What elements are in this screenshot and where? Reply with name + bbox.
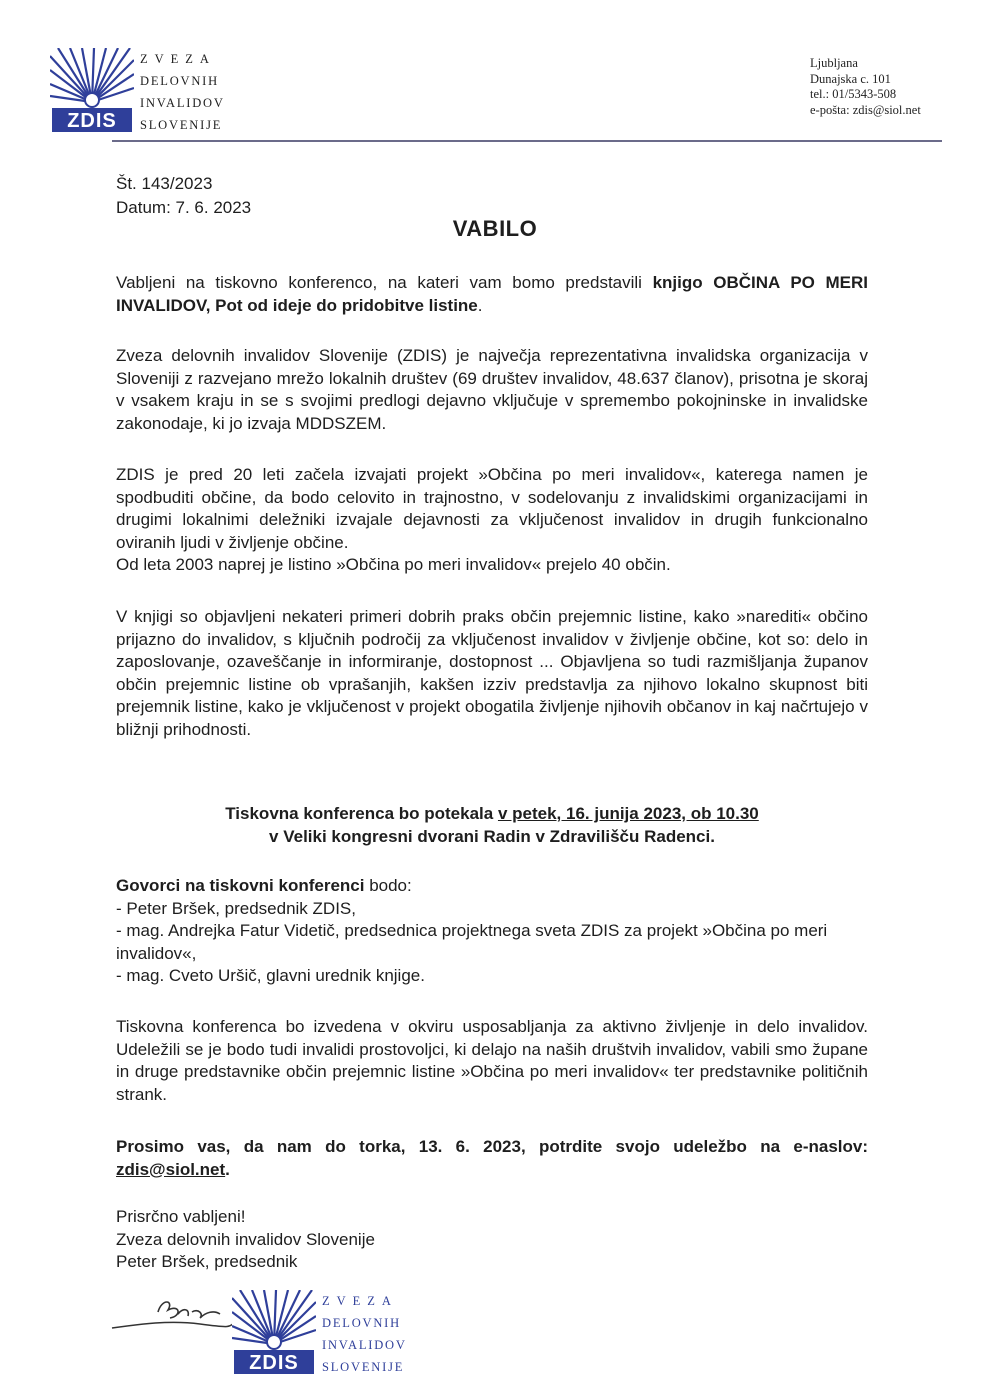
- paragraph-book: V knjigi so objavljeni nekateri primeri dobrih praks občin prejemnic listine, kako »narediti« občino prijazno do invalidov, s ključnih področij za vključenost invalidov v življenje občine, kot so: delo in zaposlovanje, ozaveščanje in informiranje, dostopnost ... Objavljena so tudi razmišljanja županov občin prejemnic listine ob vprašanjih, kakšen izziv predstavlja za njihovo lokalno skupnost biti prejemnik listine, kako je vključenost v projekt obogatila življenje njihovih občanov in kaj načrtujejo v bližnji prihodnosti.: [116, 607, 868, 739]
- event-line-1: [116, 802, 868, 825]
- rsvp-text: Prosimo vas, da nam do torka, 13. 6. 2023, potrdite svojo udeležbo na e-naslov:: [116, 1137, 868, 1156]
- stamp-word-3: INVALIDOV: [322, 1338, 407, 1352]
- address-email: e-pošta: zdis@siol.net: [810, 102, 921, 117]
- closing-signatory: Peter Bršek, predsednik: [116, 1252, 298, 1272]
- logo-word-1: ZVEZA: [140, 52, 216, 66]
- header-divider: [112, 140, 942, 142]
- speaker-item: - mag. Andrejka Fatur Videtič, predsednica projektnega sveta ZDIS za projekt »Občina po meri invalidov«,: [116, 921, 828, 963]
- address-city: Ljubljana: [810, 56, 858, 70]
- header-logo: [50, 48, 270, 140]
- stamp-wordmark: [322, 1290, 407, 1378]
- stamp-word-2: DELOVNIH: [322, 1316, 401, 1330]
- closing-organization: Zveza delovnih invalidov Slovenije: [116, 1229, 375, 1249]
- document-date: Datum: 7. 6. 2023: [116, 198, 252, 217]
- intro-paragraph: [116, 272, 868, 317]
- paragraph-project: [116, 464, 868, 577]
- speakers-list: [116, 875, 868, 988]
- handwritten-signature: [110, 1290, 240, 1340]
- logo-word-4: SLOVENIJE: [140, 118, 223, 132]
- speaker-item: - mag. Cveto Uršič, glavni urednik knjige.: [116, 966, 425, 986]
- event-info: [116, 802, 868, 848]
- event-date: v petek, 16. junija 2023, ob 10.30: [497, 804, 759, 823]
- closing-greeting: Prisrčno vabljeni!: [116, 1207, 246, 1226]
- stamp-initials: ZDIS: [249, 1352, 299, 1374]
- rsvp-end: .: [225, 1159, 230, 1179]
- rsvp-paragraph: [116, 1136, 868, 1181]
- stamp-word-1: ZVEZA: [322, 1294, 398, 1308]
- address-street: Dunajska c. 101: [810, 71, 891, 86]
- stamp-word-4: SLOVENIJE: [322, 1360, 405, 1374]
- reference-block: [116, 172, 251, 220]
- stamp-logo: [232, 1290, 432, 1390]
- paragraph-project-text: ZDIS je pred 20 leti začela izvajati projekt »Občina po meri invalidov«, katerega namen je spodbuditi občine, da bodo celovito in trajnostno, v sodelovanju z invalidskimi organizacijami in drugimi lokalnimi deležniki izvajale dejavnosti za vključenost invalidov in drugih funkcionalno oviranih ljudi v življenje občine.: [116, 465, 868, 552]
- logo-wordmark: [140, 48, 225, 136]
- document-number: Št. 143/2023: [116, 174, 213, 193]
- zdis-logo-icon: [50, 48, 134, 132]
- speaker-item: - Peter Bršek, predsednik ZDIS,: [116, 898, 356, 918]
- zdis-stamp-icon: [232, 1290, 316, 1374]
- event-location: v Veliki kongresni dvorani Radin v Zdravilišču Radenci.: [269, 827, 715, 846]
- speakers-heading-rest: bodo:: [364, 876, 412, 895]
- paragraph-zdis: Zveza delovnih invalidov Slovenije (ZDIS) je največja reprezentativna invalidska organizacija v Sloveniji z razvejano mrežo lokalnih društev (69 društev invalidov, 48.637 članov), prisotna je skoraj v vsakem kraju in se s svojimi predlogi dejavno vključuje v spremembo pokojninske in invalidske zakonodaje, ki jo izvaja MDDSZEM.: [116, 346, 868, 433]
- logo-initials: ZDIS: [67, 110, 117, 132]
- paragraph-training: Tiskovna konferenca bo izvedena v okviru usposabljanja za aktivno življenje in delo invalidov. Udeležili se je bodo tudi invalidi prostovoljci, ki delajo na naših društvih invalidov, vabili smo župane in druge predstavnike občin prejemnic listine »Občina po meri invalidov« ter predstavnike političnih strank.: [116, 1017, 868, 1104]
- logo-word-3: INVALIDOV: [140, 96, 225, 110]
- address-phone: tel.: 01/5343-508: [810, 87, 897, 101]
- event-lead: Tiskovna konferenca bo potekala: [225, 804, 498, 823]
- speakers-heading-bold: Govorci na tiskovni konferenci: [116, 876, 365, 895]
- closing-block: [116, 1206, 868, 1274]
- intro-book-title: knjigo OBČINA PO MERI INVALIDOV, Pot od ideje do pridobitve listine: [116, 273, 868, 315]
- speakers-heading: [116, 875, 868, 898]
- rsvp-email-link[interactable]: zdis@siol.net: [116, 1159, 226, 1179]
- address-block: [810, 56, 921, 118]
- intro-end: .: [477, 295, 483, 315]
- intro-lead: Vabljeni na tiskovno konferenco, na kateri vam bomo predstavili: [116, 273, 653, 292]
- page-title: VABILO: [452, 216, 538, 241]
- paragraph-project-count: Od leta 2003 naprej je listino »Občina po meri invalidov« prejelo 40 občin.: [116, 555, 671, 575]
- logo-word-2: DELOVNIH: [140, 74, 219, 88]
